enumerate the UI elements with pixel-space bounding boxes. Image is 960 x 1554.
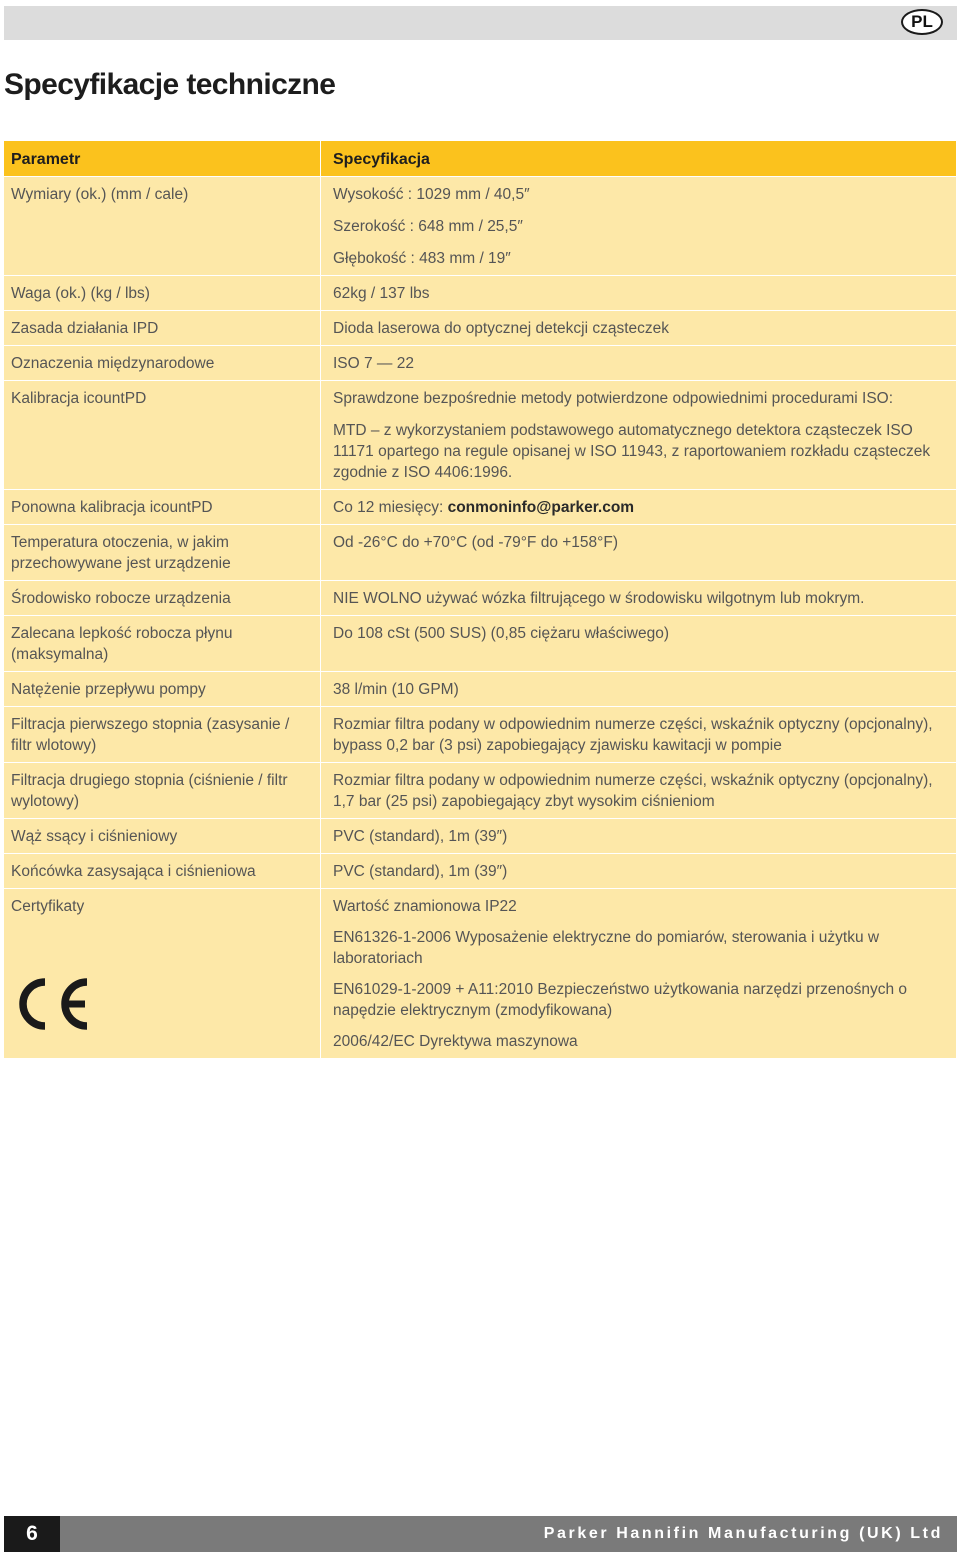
- param-operating-environment: Środowisko robocze urządzenia: [4, 581, 320, 615]
- spec-machinery-directive: 2006/42/EC Dyrektywa maszynowa: [333, 1033, 578, 1050]
- ce-mark-icon: [15, 977, 91, 1031]
- spec-width: Szerokość : 648 mm / 25,5″: [333, 218, 523, 235]
- spec-calibration-mtd: MTD – z wykorzystaniem podstawowego automatycznego detektora cząsteczek ISO 11171 opartego na regule opisanej w ISO 11943, z raportowaniem rozkładu cząsteczek zgodnie z ISO 4406:1996.: [333, 422, 931, 481]
- param-viscosity: Zalecana lepkość robocza płynu (maksymalna): [4, 616, 320, 671]
- company-name: Parker Hannifin Manufacturing (UK) Ltd: [60, 1516, 957, 1552]
- language-badge: PL: [901, 9, 943, 35]
- spec-depth: Głębokość : 483 mm / 19″: [333, 250, 511, 267]
- spec-second-stage-filtration: Rozmiar filtra podany w odpowiednim numerze części, wskaźnik optyczny (opcjonalny), 1,7 bar (25 psi) zapobiegający zbyt wysokim ciśnieniom: [321, 763, 956, 818]
- top-bar: [4, 6, 957, 40]
- param-dimensions: Wymiary (ok.) (mm / cale): [4, 177, 320, 275]
- param-wands: Końcówka zasysająca i ciśnieniowa: [4, 854, 320, 888]
- spec-hoses: PVC (standard), 1m (39″): [321, 819, 956, 853]
- column-header-param: Parametr: [4, 141, 320, 176]
- spec-ipd-principle: Dioda laserowa do optycznej detekcji cząsteczek: [321, 311, 956, 345]
- spec-operating-environment: NIE WOLNO używać wózka filtrującego w środowisku wilgotnym lub mokrym.: [321, 581, 956, 615]
- email-link[interactable]: conmoninfo@parker.com: [447, 499, 635, 516]
- param-recalibration: Ponowna kalibracja icountPD: [4, 490, 320, 524]
- param-certifications: [4, 889, 320, 1058]
- spec-viscosity: Do 108 cSt (500 SUS) (0,85 ciężaru właściwego): [321, 616, 956, 671]
- spec-ip-rating: Wartość znamionowa IP22: [333, 898, 517, 915]
- spec-en61326: EN61326-1-2006 Wyposażenie elektryczne do pomiarów, sterowania i użytku w laboratoriach: [333, 929, 880, 967]
- param-weight: Waga (ok.) (kg / lbs): [4, 276, 320, 310]
- param-first-stage-filtration: Filtracja pierwszego stopnia (zasysanie / filtr wlotowy): [4, 707, 320, 762]
- footer: [0, 1516, 960, 1552]
- spec-en61029: EN61029-1-2009 + A11:2010 Bezpieczeństwo użytkowania narzędzi przenośnych o napędzie elektrycznym (zmodyfikowana): [333, 981, 908, 1019]
- param-second-stage-filtration: Filtracja drugiego stopnia (ciśnienie / filtr wylotowy): [4, 763, 320, 818]
- spec-recalibration: [321, 490, 956, 524]
- spec-table: [4, 141, 956, 1058]
- spec-recalibration-text: Co 12 miesięcy:: [333, 499, 448, 516]
- spec-calibration-intro: Sprawdzone bezpośrednie metody potwierdzone odpowiednimi procedurami ISO:: [333, 390, 894, 407]
- page-title: Specyfikacje techniczne: [4, 68, 336, 101]
- param-storage-temperature: Temperatura otoczenia, w jakim przechowywane jest urządzenie: [4, 525, 320, 580]
- param-hoses: Wąż ssący i ciśnieniowy: [4, 819, 320, 853]
- page-number: 6: [4, 1516, 60, 1552]
- spec-calibration: [321, 381, 956, 489]
- param-international-codes: Oznaczenia międzynarodowe: [4, 346, 320, 380]
- param-certifications-label: Certyfikaty: [11, 898, 85, 915]
- param-flow-rate: Natężenie przepływu pompy: [4, 672, 320, 706]
- param-calibration: Kalibracja icountPD: [4, 381, 320, 489]
- spec-weight: 62kg / 137 lbs: [321, 276, 956, 310]
- spec-certifications: [321, 889, 956, 1058]
- spec-flow-rate: 38 l/min (10 GPM): [321, 672, 956, 706]
- spec-dimensions: [321, 177, 956, 275]
- spec-storage-temperature: Od -26°C do +70°C (od -79°F do +158°F): [321, 525, 956, 580]
- spec-height: Wysokość : 1029 mm / 40,5″: [333, 186, 530, 203]
- param-ipd-principle: Zasada działania IPD: [4, 311, 320, 345]
- spec-first-stage-filtration: Rozmiar filtra podany w odpowiednim numerze części, wskaźnik optyczny (opcjonalny), bypass 0,2 bar (3 psi) zapobiegający zjawisku kawitacji w pompie: [321, 707, 956, 762]
- column-header-spec: Specyfikacja: [321, 141, 956, 176]
- spec-wands: PVC (standard), 1m (39″): [321, 854, 956, 888]
- spec-international-codes: ISO 7 — 22: [321, 346, 956, 380]
